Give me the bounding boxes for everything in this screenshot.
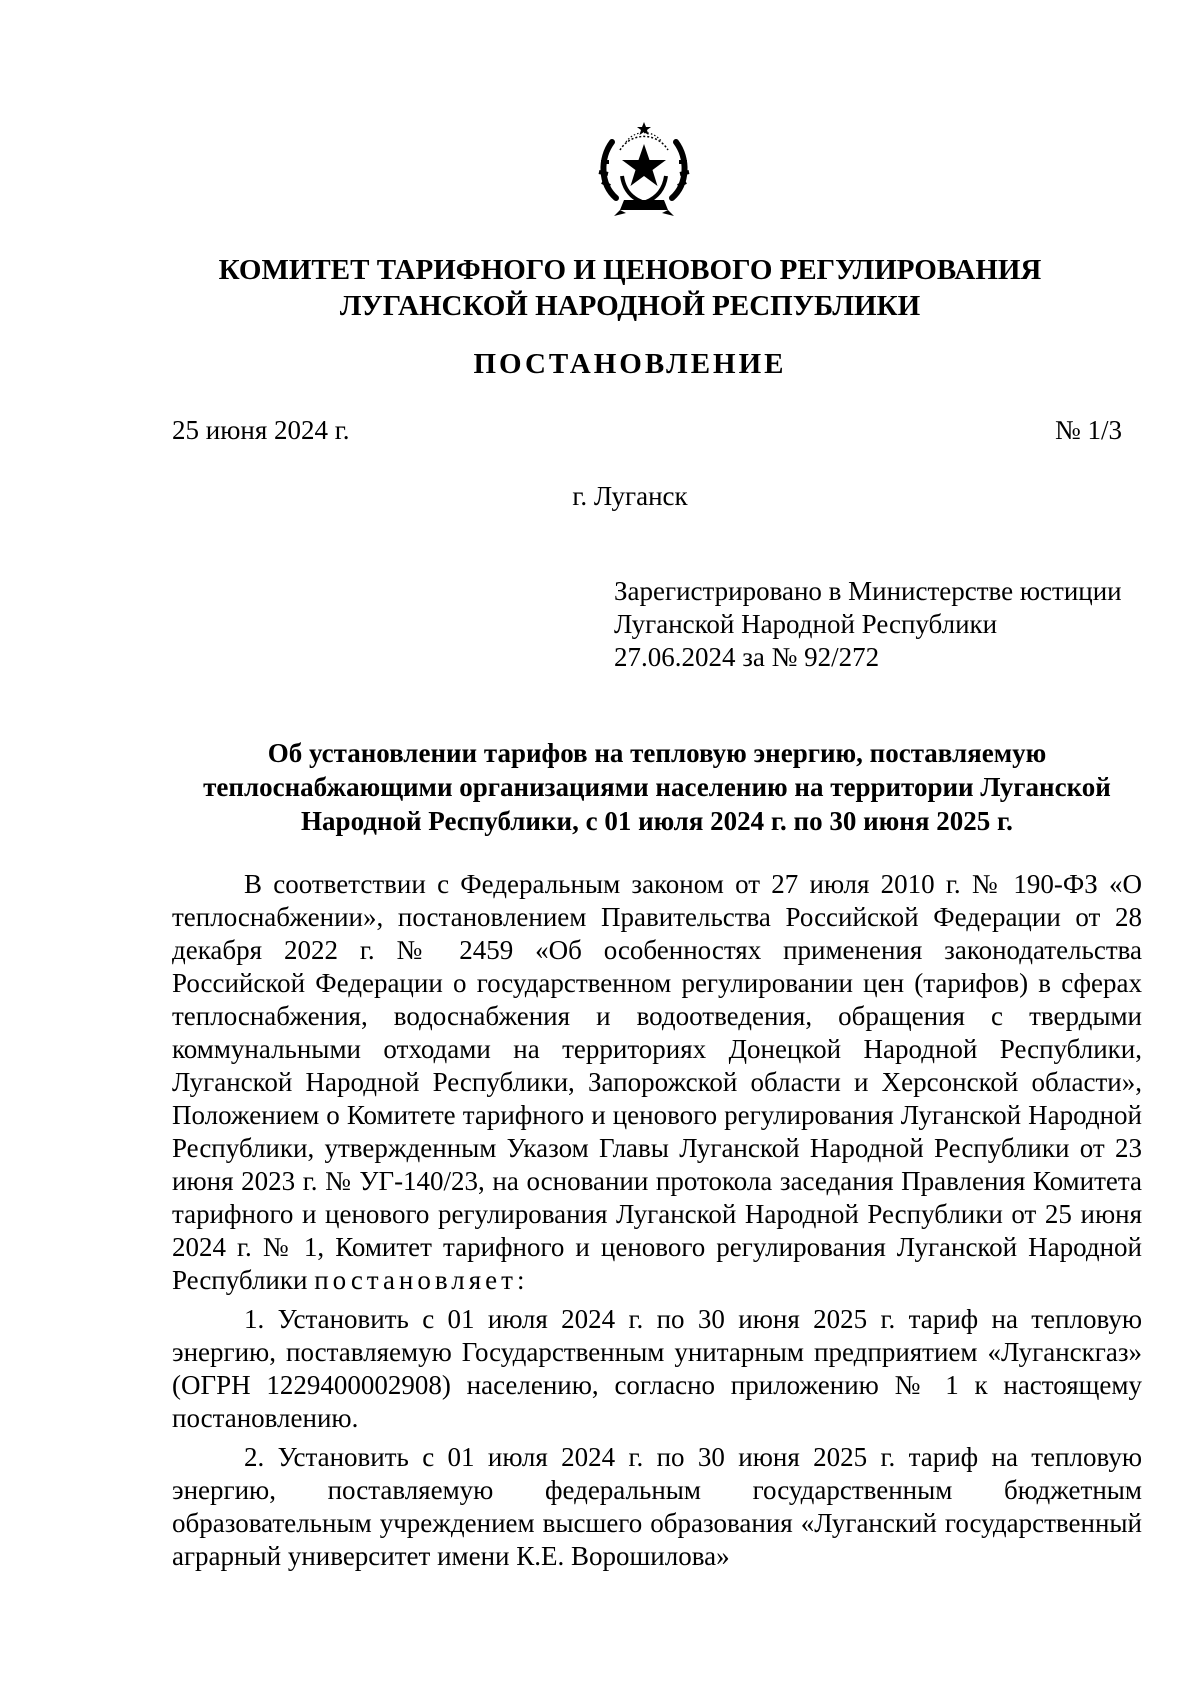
document-city: г. Луганск bbox=[572, 481, 688, 511]
list-item: 1. Установить с 01 июля 2024 г. по 30 июня 2025 г. тариф на тепловую энергию, поставляемую Государственным унитарным предприятием «Луганскгаз» (ОГРН 1229400002908) населению, согласно приложению № 1 к настоящему постановлению. bbox=[172, 1304, 1142, 1433]
committee-name-line1: КОМИТЕТ ТАРИФНОГО И ЦЕНОВОГО РЕГУЛИРОВАНИЯ bbox=[218, 254, 1042, 286]
preamble-paragraph bbox=[172, 868, 1142, 1297]
decree-word: постановляет: bbox=[314, 1265, 529, 1295]
registration-line3: 27.06.2024 за № 92/272 bbox=[614, 642, 880, 672]
committee-name-line2: ЛУГАНСКОЙ НАРОДНОЙ РЕСПУБЛИКИ bbox=[339, 290, 921, 322]
committee-name bbox=[130, 252, 1130, 324]
lpr-coat-of-arms-icon bbox=[596, 120, 692, 220]
document-title: Об установлении тарифов на тепловую энергию, поставляемую теплоснабжающими организациями населению на территории Луганской Народной Республики, с 01 июля 2024 г. по 30 июня 2025 г. bbox=[203, 738, 1111, 836]
list-item: 2. Установить с 01 июля 2024 г. по 30 июня 2025 г. тариф на тепловую энергию, поставляемую федеральным государственным бюджетным образовательным учреждением высшего образования «Луганский государственный аграрный университет имени К.Е. Ворошилова» bbox=[172, 1442, 1142, 1571]
registration-line2: Луганской Народной Республики bbox=[614, 609, 998, 639]
registration-note bbox=[614, 575, 1122, 674]
preamble-text: В соответствии с Федеральным законом от 27 июля 2010 г. № 190-ФЗ «О теплоснабжении», постановлением Правительства Российской Федерации от 28 декабря 2022 г. № 2459 «Об особенностях применения законодательства Российской Федерации о государственном регулировании цен (тарифов) в сферах теплоснабжения, водоснабжения и водоотведения, обращения с твердыми коммунальными отходами на территориях Донецкой Народной Республики, Луганской Народной Республики, Запорожской области и Херсонской области», Положением о Комитете тарифного и ценового регулирования Луганской Народной Республики, утвержденным Указом Главы Луганской Народной Республики от 23 июня 2023 г. № УГ-140/23, на основании протокола заседания Правления Комитета тарифного и ценового регулирования Луганской Народной Республики от 25 июня 2024 г. № 1, Комитет тарифного и ценового регулирования Луганской Народной Республики bbox=[172, 869, 1142, 1295]
document-body bbox=[172, 868, 1142, 1573]
document-number: № 1/3 bbox=[1054, 415, 1122, 445]
registration-line1: Зарегистрировано в Министерстве юстиции bbox=[614, 576, 1122, 606]
document-type: ПОСТАНОВЛЕНИЕ bbox=[473, 348, 787, 380]
document-date: 25 июня 2024 г. bbox=[172, 415, 350, 445]
